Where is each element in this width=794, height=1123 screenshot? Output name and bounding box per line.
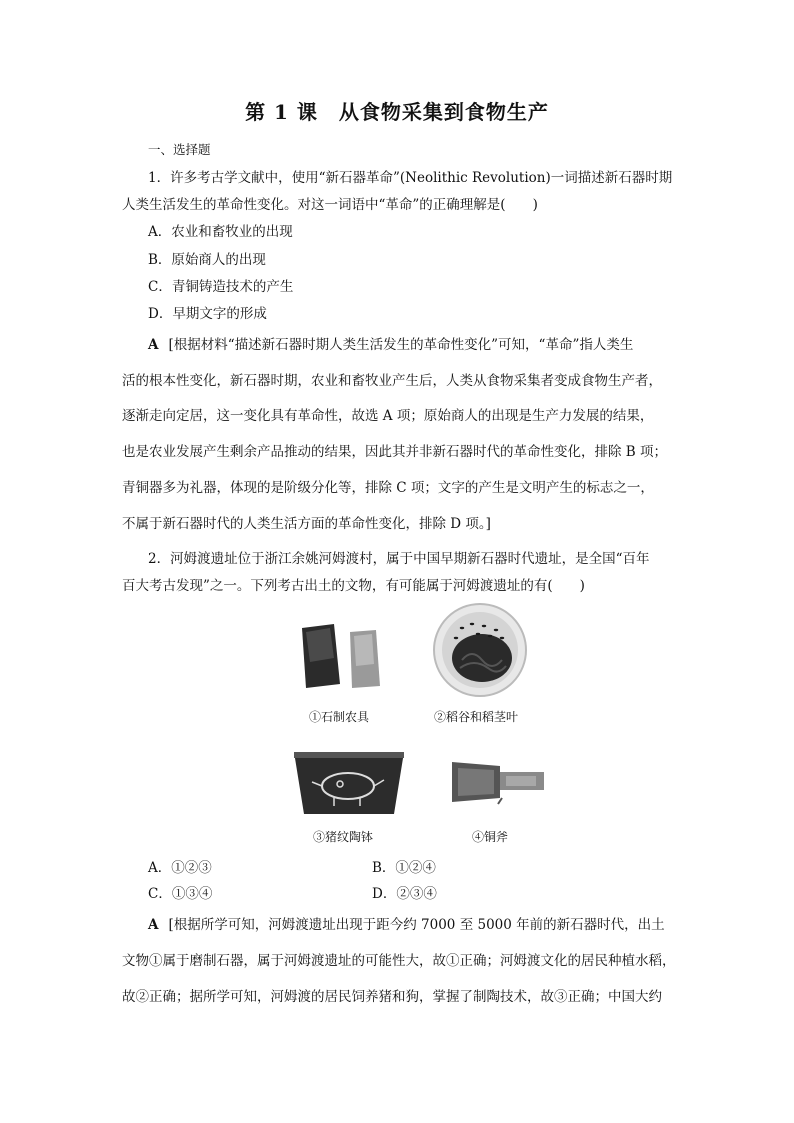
q1-analysis-line-5: 青铜器多为礼器，体现的是阶级分化等，排除 C 项；文字的产生是文明产生的标志之一， (122, 480, 654, 496)
figure-caption-4: ④铜斧 (472, 830, 509, 844)
q1-analysis-line-6: 不属于新石器时代的人类生活方面的革命性变化，排除 D 项。] (122, 516, 491, 532)
stone-tools-image (296, 618, 394, 692)
rice-dish-image (432, 602, 528, 698)
q2-analysis-text-1: [根据所学可知，河姆渡遗址出现于距今约 7000 至 5000 年前的新石器时代，出土 (168, 917, 665, 933)
q1-stem-line-1: 1．许多考古学文献中，使用“新石器革命”(Neolithic Revolution)一词描述新石器时期 (148, 170, 673, 186)
q1-analysis-line-4: 也是农业发展产生剩余产品推动的结果，因此其并非新石器时代的革命性变化，排除 B 项； (122, 444, 668, 460)
bronze-axe-image (448, 758, 548, 806)
q1-analysis-line-1 (148, 333, 633, 353)
q2-option-b: B．①②④ (372, 860, 436, 876)
q2-analysis-line-1 (148, 913, 665, 933)
q2-stem-line-2: 百大考古发现”之一。下列考古出土的文物，有可能属于河姆渡遗址的有( ) (122, 578, 585, 594)
q2-option-c: C．①③④ (148, 886, 213, 902)
q1-analysis-line-2: 活的根本性变化，新石器时期，农业和畜牧业产生后，人类从食物采集者变成食物生产者， (122, 373, 662, 389)
q1-analysis-line-3: 逐渐走向定居，这一变化具有革命性，故选 A 项；原始商人的出现是生产力发展的结果， (122, 408, 654, 424)
q2-answer-letter: A (148, 917, 159, 933)
q1-option-c: C．青铜铸造技术的产生 (148, 279, 294, 295)
q1-stem-line-2: 人类生活发生的革命性变化。对这一词语中“革命”的正确理解是( ) (122, 197, 538, 213)
pottery-bowl-image (290, 748, 408, 820)
q1-answer-letter: A (148, 337, 159, 353)
q2-option-a: A．①②③ (148, 860, 212, 876)
q2-stem-line-1: 2．河姆渡遗址位于浙江余姚河姆渡村，属于中国早期新石器时代遗址，是全国“百年 (148, 551, 650, 567)
q2-analysis-line-3: 故②正确；据所学可知，河姆渡的居民饲养猪和狗，掌握了制陶技术，故③正确；中国大约 (122, 989, 662, 1005)
q2-analysis-line-2: 文物①属于磨制石器，属于河姆渡遗址的可能性大，故①正确；河姆渡文化的居民种植水稻， (122, 953, 676, 969)
q2-option-d: D．②③④ (372, 886, 437, 902)
figure-caption-3: ③猪纹陶钵 (313, 830, 374, 844)
q1-option-a: A．农业和畜牧业的出现 (148, 224, 293, 240)
q1-option-d: D．早期文字的形成 (148, 306, 267, 322)
figure-caption-2: ②稻谷和稻茎叶 (434, 710, 519, 724)
lesson-title: 第 1 课 从食物采集到食物生产 (245, 100, 549, 124)
q1-option-b: B．原始商人的出现 (148, 252, 266, 268)
section-heading: 一、选择题 (148, 142, 211, 157)
figure-caption-1: ①石制农具 (309, 710, 370, 724)
q1-analysis-text-1: [根据材料“描述新石器时期人类生活发生的革命性变化”可知，“革命”指人类生 (168, 337, 634, 353)
